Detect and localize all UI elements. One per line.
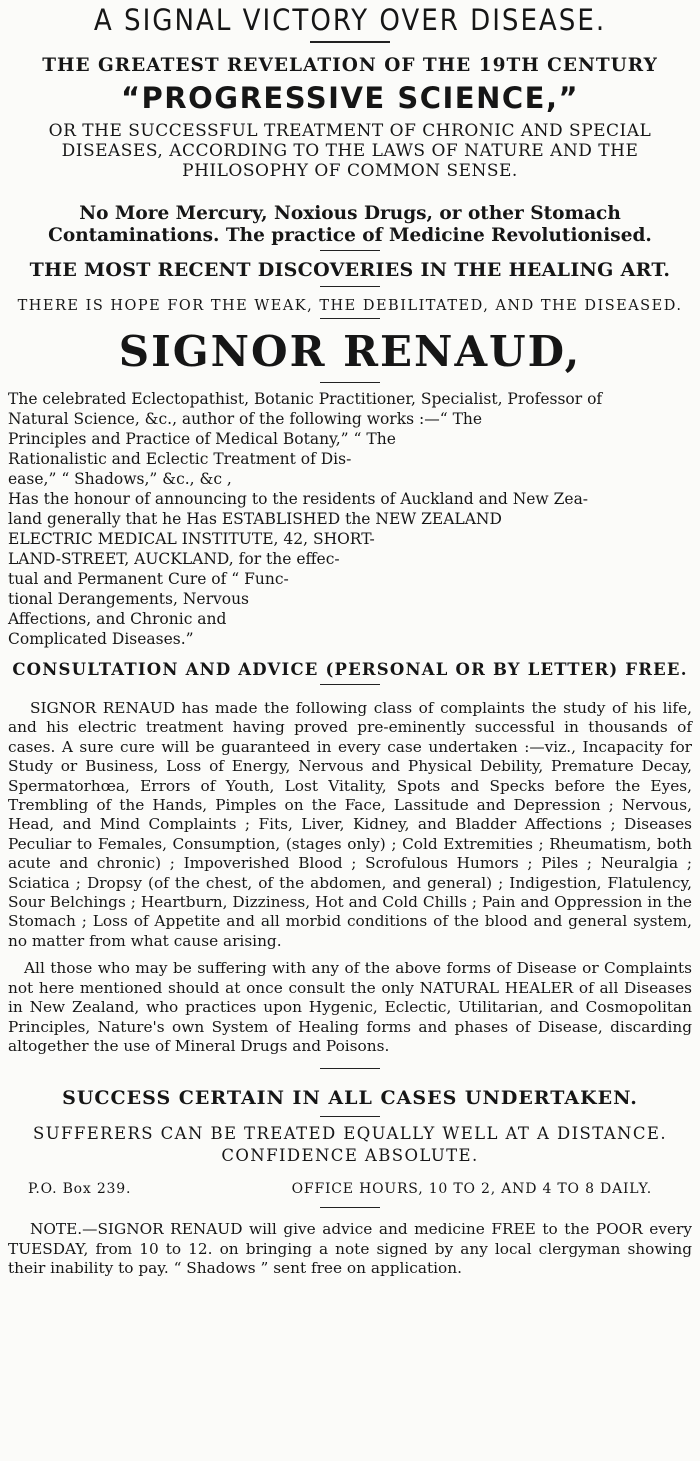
natural-healer-paragraph: All those who may be suffering with any of the above forms of Disease or Complaints not here mentioned should at once consult the only NATURAL HEALER of all Diseases in New Zealand, who practices upon Hygenic, Eclectic, Utilitarian, and Cosmopolitan Principles, Nature's own System of Healing forms and phases of Disease, discarding altogether the use of Mineral Drugs and Poisons.: [8, 959, 692, 1055]
success-certain-heading: SUCCESS CERTAIN IN ALL CASES UNDERTAKEN.: [62, 1087, 638, 1110]
intro-line: LAND-STREET, AUCKLAND, for the effec-: [8, 550, 340, 568]
intro-line: Principles and Practice of Medical Botany,” “ The: [8, 430, 396, 448]
advertisement-page: [0, 2, 700, 1461]
office-hours: OFFICE HOURS, 10 TO 2, AND 4 TO 8 DAILY.: [291, 1181, 652, 1198]
intro-line: Has the honour of announcing to the residents of Auckland and New Zea-: [8, 490, 589, 508]
successful-treatment-text: OR THE SUCCESSFUL TREATMENT OF CHRONIC AND SPECIAL DISEASES, ACCORDING TO THE LAWS OF NATURE AND THE PHILOSOPHY OF COMMON SENSE.: [48, 121, 652, 181]
progressive-science-title: “PROGRESSIVE SCIENCE,”: [120, 81, 580, 115]
hope-text: THERE IS HOPE FOR THE WEAK, THE DEBILITATED, AND THE DISEASED.: [17, 298, 683, 314]
intro-block: [8, 389, 692, 649]
divider: [320, 1116, 380, 1117]
intro-line: Rationalistic and Eclectic Treatment of Dis-: [8, 450, 352, 468]
divider: [320, 1207, 380, 1208]
sufferers-text: SUFFERERS CAN BE TREATED EQUALLY WELL AT A DISTANCE. CONFIDENCE ABSOLUTE.: [33, 1124, 667, 1166]
intro-line: Complicated Diseases.”: [8, 630, 194, 648]
intro-line: tional Derangements, Nervous: [8, 590, 250, 608]
po-box: P.O. Box 239.: [28, 1181, 132, 1198]
divider: [320, 318, 380, 319]
divider: [320, 1068, 380, 1069]
greatest-revelation: THE GREATEST REVELATION OF THE 19TH CENTURY: [42, 55, 658, 76]
consultation-heading: CONSULTATION AND ADVICE (PERSONAL OR BY LETTER) FREE.: [12, 660, 688, 679]
divider: [320, 684, 380, 685]
divider: [310, 41, 390, 43]
intro-line: The celebrated Eclectopathist, Botanic Practitioner, Specialist, Professor of: [8, 390, 603, 408]
intro-line: land generally that he Has ESTABLISHED the NEW ZEALAND: [8, 510, 502, 528]
intro-line: ELECTRIC MEDICAL INSTITUTE, 42, SHORT-: [8, 530, 375, 548]
intro-line: ease,” “ Shadows,” &c., &c ,: [8, 470, 232, 488]
no-more-mercury-text: No More Mercury, Noxious Drugs, or other Stomach Contaminations. The practice of Medicine Revolutionised.: [48, 203, 652, 246]
intro-line: tual and Permanent Cure of “ Func-: [8, 570, 289, 588]
signor-renaud-name: SIGNOR RENAUD,: [118, 327, 582, 376]
intro-line: Affections, and Chronic and: [8, 610, 227, 628]
note-paragraph: NOTE.—SIGNOR RENAUD will give advice and medicine FREE to the POOR every TUESDAY, from 10 to 12. on bringing a note signed by any local clergyman showing their inability to pay. “ Shadows ” sent free on application.: [8, 1220, 692, 1278]
recent-discoveries-heading: THE MOST RECENT DISCOVERIES IN THE HEALING ART.: [29, 259, 671, 281]
complaints-paragraph: SIGNOR RENAUD has made the following class of complaints the study of his life, and his electric treatment having proved pre-eminently successful in thousands of cases. A sure cure will be guaranteed in every case undertaken :—viz., Incapacity for Study or Business, Loss of Energy, Nervous and Physical Debility, Premature Decay, Spermatorhœa, Errors of Youth, Lost Vitality, Spots and Specks before the Eyes, Trembling of the Hands, Pimples on the Face, Lassitude and Depression ; Nervous, Head, and Mind Complaints ; Fits, Liver, Kidney, and Bladder Affections ; Diseases Peculiar to Females, Consumption, (stages only) ; Cold Extremities ; Rheumatism, both acute and chronic) ; Impoverished Blood ; Scrofulous Humors ; Piles ; Neuralgia ; Sciatica ; Dropsy (of the chest, of the abdomen, and general) ; Indigestion, Flatulency, Sour Belchings ; Heartburn, Dizziness, Hot and Cold Chills ; Pain and Oppression in the Stomach ; Loss of Appetite and all morbid conditions of the blood and general system, no matter from what cause arising.: [8, 699, 692, 950]
divider: [320, 250, 380, 251]
headline: A SIGNAL VICTORY OVER DISEASE.: [93, 3, 607, 37]
contact-row: [8, 1179, 692, 1199]
divider: [320, 286, 380, 287]
intro-line: Natural Science, &c., author of the following works :—“ The: [8, 410, 483, 428]
divider: [320, 382, 380, 383]
